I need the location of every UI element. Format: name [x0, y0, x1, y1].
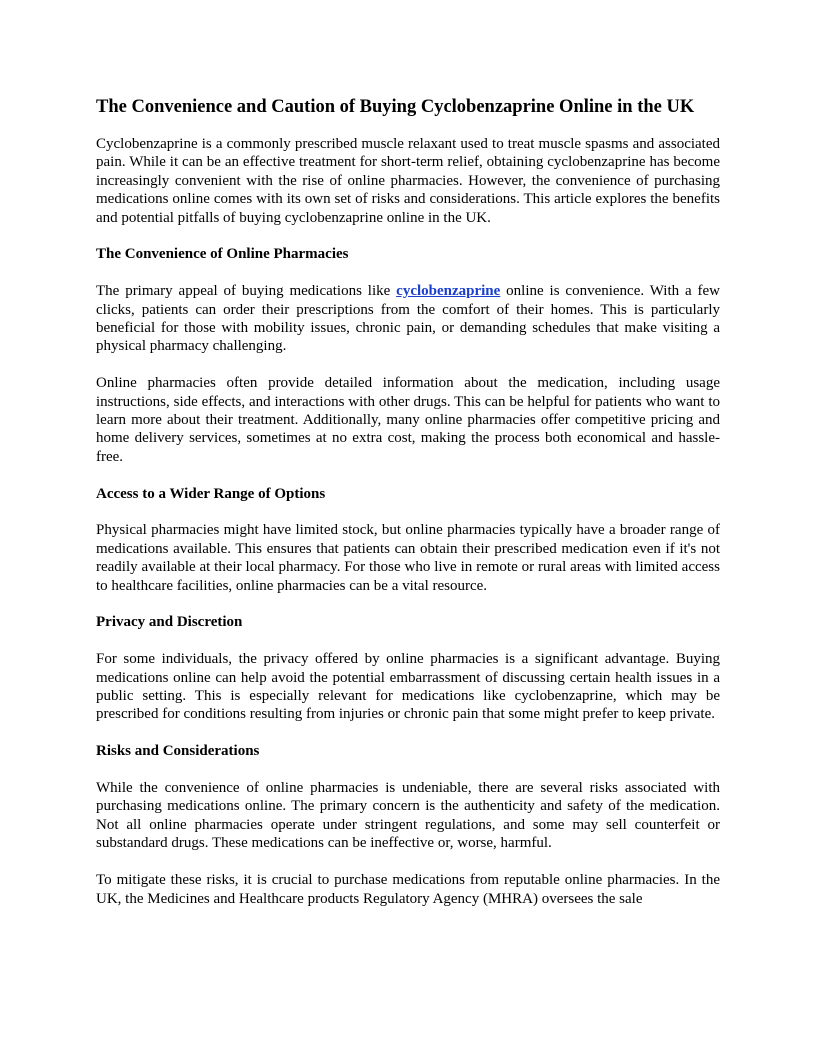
section-heading-options: Access to a Wider Range of Options [96, 485, 326, 502]
section-heading-risks: Risks and Considerations [96, 743, 260, 760]
cyclobenzaprine-link[interactable]: cyclobenzaprine [396, 283, 501, 300]
intro-paragraph: Cyclobenzaprine is a commonly prescribed muscle relaxant used to treat muscle spasms and associated pain. While it can be an effective treatment for short-term relief, obtaining cyclobenzaprine has become increasingly convenient with the rise of online pharmacies. However, the convenience of purchasing medications online comes with its own set of risks and considerations. This article explores the benefits and potential pitfalls of buying cyclobenzaprine online in the UK. [96, 136, 720, 226]
paragraph-text: The primary appeal of buying medications like [96, 283, 397, 300]
section-heading-convenience: The Convenience of Online Pharmacies [96, 246, 349, 263]
document-title: The Convenience and Caution of Buying Cyclobenzaprine Online in the UK [96, 97, 695, 117]
paragraph-risks-1: While the convenience of online pharmacies is undeniable, there are several risks associated with purchasing medications online. The primary concern is the authenticity and safety of the medication. Not all online pharmacies operate under stringent regulations, and some may sell counterfeit or substandard drugs. These medications can be ineffective or, worse, harmful. [96, 780, 720, 852]
paragraph-text: online is convenience. With a few clicks, patients can order their prescriptions from the comfort of their homes. This is particularly beneficial for those with mobility issues, chronic pain, or demanding schedules that make visiting a physical pharmacy challenging. [96, 283, 720, 355]
paragraph-options: Physical pharmacies might have limited stock, but online pharmacies typically have a broader range of medications available. This ensures that patients can obtain their prescribed medication even if it's not readily available at their local pharmacy. For those who live in remote or rural areas with limited access to healthcare facilities, online pharmacies can be a vital resource. [96, 522, 720, 594]
paragraph-privacy: For some individuals, the privacy offered by online pharmacies is a significant advantage. Buying medications online can help avoid the potential embarrassment of discussing certain health issues in a public setting. This is especially relevant for medications like cyclobenzaprine, which may be prescribed for conditions resulting from injuries or chronic pain that some might prefer to keep private. [96, 651, 720, 723]
paragraph-convenience-1 [96, 282, 720, 356]
paragraph-risks-2: To mitigate these risks, it is crucial to purchase medications from reputable online pharmacies. In the UK, the Medicines and Healthcare products Regulatory Agency (MHRA) oversees the sale [96, 872, 720, 907]
document-page [96, 96, 720, 926]
section-heading-privacy: Privacy and Discretion [96, 614, 243, 631]
paragraph-convenience-2: Online pharmacies often provide detailed information about the medication, including usage instructions, side effects, and interactions with other drugs. This can be helpful for patients who want to learn more about their treatment. Additionally, many online pharmacies offer competitive pricing and home delivery services, sometimes at no extra cost, making the process both economical and hassle-free. [96, 375, 720, 465]
